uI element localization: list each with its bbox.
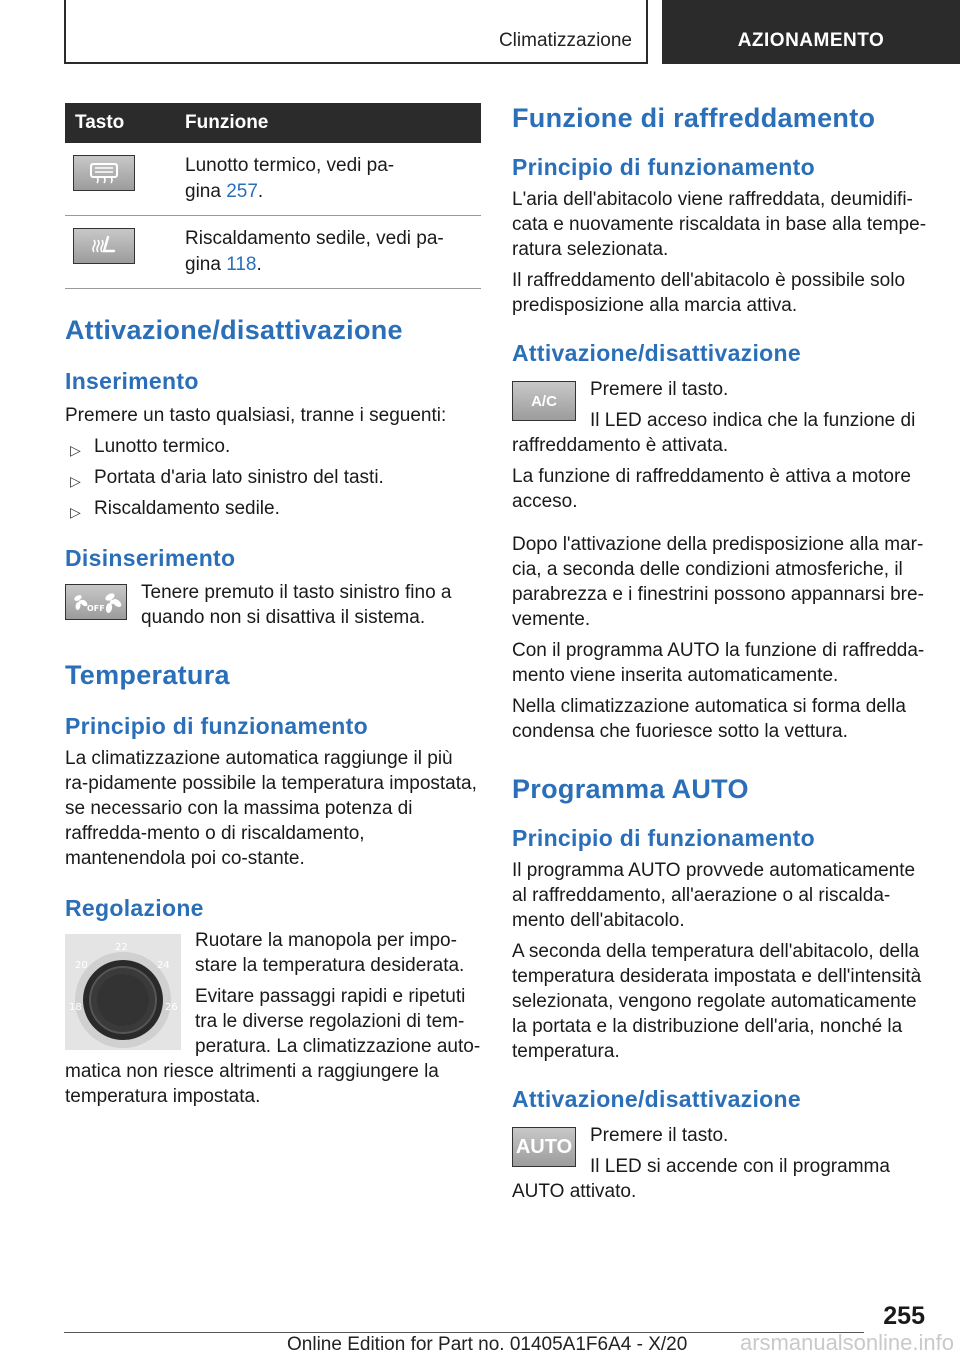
list-item-text: Portata d'aria lato sinistro del tasti. <box>94 467 384 488</box>
paragraph-disinserimento: Tenere premuto il tasto sinistro fino a quando non si disattiva il sistema. <box>141 582 452 628</box>
paragraph-principio-temp: La climatizzazione automatica raggiunge il più ra-pidamente possibile la temperatura impostata, se necessario con la massima potenza di raffredda-mento o di riscaldamento, mantenendola poi co-stante. <box>65 748 477 869</box>
heading-raffreddamento: Funzione di raffreddamento <box>512 103 876 133</box>
paragraph-ac-4: Dopo l'attivazione della predisposizione alla mar-cia, a seconda delle condizioni atmosferiche, il parabrezza e i finestrini possono appannarsi bre-vemente. <box>512 534 924 630</box>
seat-heating-icon <box>73 228 135 264</box>
paragraph-auto-1: Il programma AUTO provvede automaticamente al raffreddamento, all'aerazione o al riscalda-mento dell'abitacolo. <box>512 860 916 931</box>
paragraph-auto-4: Il LED si accende con il programma AUTO attivato. <box>512 1156 890 1202</box>
svg-text:OFF: OFF <box>87 604 105 613</box>
chapter-tab: AZIONAMENTO <box>662 0 960 64</box>
list-item <box>65 434 481 459</box>
fan-off-icon <box>65 584 127 620</box>
paragraph-raff-1: L'aria dell'abitacolo viene raffreddata, deumidifi-cata e nuovamente riscaldata in base alla tempe-ratura selezionata. <box>512 189 927 260</box>
paragraph-ac-1: Premere il tasto. <box>590 379 729 400</box>
list-item-text: Lunotto termico. <box>94 436 231 457</box>
triangle-bullet-icon: ▷ <box>70 473 81 489</box>
list-item <box>65 465 481 490</box>
table-row <box>65 143 481 216</box>
table-cell-text: gina <box>185 181 227 202</box>
table-cell-tail: . <box>256 254 262 275</box>
page-link[interactable]: 118 <box>226 254 257 275</box>
heading-activation: Attivazione/disattivazione <box>65 315 403 345</box>
heading-principio-temp: Principio di funzionamento <box>65 713 368 739</box>
right-column <box>512 103 928 1204</box>
heading-principio-raff: Principio di funzionamento <box>512 154 815 180</box>
paragraph-ac-3: La funzione di raffreddamento è attiva a motore acceso. <box>512 466 911 512</box>
heading-temperatura: Temperatura <box>65 660 230 690</box>
table-header-function: Funzione <box>185 112 269 133</box>
list-item-text: Riscaldamento sedile. <box>94 498 280 519</box>
heading-inserimento: Inserimento <box>65 368 199 394</box>
table-row <box>65 216 481 289</box>
watermark: arsmanualsonline.info <box>739 1330 954 1355</box>
table-header-key: Tasto <box>75 112 125 133</box>
paragraph-ac-6: Nella climatizzazione automatica si forma della condensa che fuoriesce sotto la vettura. <box>512 696 906 742</box>
paragraph-auto-3: Premere il tasto. <box>590 1125 729 1146</box>
knob-label: 18 <box>69 1002 82 1013</box>
footer-edition: Online Edition for Part no. 01405A1F6A4 - X/20 <box>287 1334 688 1355</box>
triangle-bullet-icon: ▷ <box>70 504 81 520</box>
list-item <box>65 496 481 521</box>
section-title: Climatizzazione <box>498 30 632 51</box>
table-cell-text: Riscaldamento sedile, vedi pa- <box>185 228 444 249</box>
heading-principio-auto: Principio di funzionamento <box>512 825 815 851</box>
function-table <box>65 103 481 289</box>
paragraph-ac-5: Con il programma AUTO la funzione di raffredda-mento viene inserita automaticamente. <box>512 640 925 686</box>
triangle-bullet-icon: ▷ <box>70 442 81 458</box>
paragraph-raff-2: Il raffreddamento dell'abitacolo è possibile solo predisposizione alla marcia attiva. <box>512 270 906 316</box>
paragraph-regolazione-1: Ruotare la manopola per impo-stare la temperatura desiderata. <box>195 930 465 976</box>
table-cell-text: gina <box>185 254 227 275</box>
knob-label: 26 <box>165 1002 178 1013</box>
knob-label: 20 <box>75 960 88 971</box>
table-cell-text: Lunotto termico, vedi pa- <box>185 155 395 176</box>
heading-regolazione: Regolazione <box>65 895 204 921</box>
page-link[interactable]: 257 <box>226 181 258 202</box>
bullet-list <box>65 434 481 521</box>
heading-attivazione-auto: Attivazione/disattivazione <box>512 1086 801 1112</box>
table-header <box>65 103 481 143</box>
heading-auto: Programma AUTO <box>512 774 749 804</box>
knob-label: 22 <box>115 942 128 953</box>
auto-button-icon: AUTO <box>512 1127 576 1167</box>
paragraph-auto-2: A seconda della temperatura dell'abitacolo, della temperatura desiderata impostata e dell'intensità selezionata, vengono regolate automaticamente la portata e la distribuzione dell'aria, nonché la temperatura. <box>512 941 922 1062</box>
paragraph-regolazione-2: Evitare passaggi rapidi e ripetuti tra le diverse regolazioni di tem-peratura. La climatizzazione auto-matica non riesce altrimenti a raggiungere la temperatura impostata. <box>65 986 481 1107</box>
ac-button-icon: A/C <box>512 381 576 421</box>
heading-attivazione-ac: Attivazione/disattivazione <box>512 340 801 366</box>
temperature-knob-image <box>65 934 181 1050</box>
page-number: 255 <box>883 1302 925 1330</box>
header-section-box <box>64 0 648 64</box>
rear-window-defrost-icon <box>73 155 135 191</box>
left-column <box>65 103 481 1109</box>
heading-disinserimento: Disinserimento <box>65 545 236 571</box>
table-cell-tail: . <box>257 181 264 202</box>
paragraph-ac-2: Il LED acceso indica che la funzione di raffreddamento è attivata. <box>512 410 916 456</box>
knob-label: 24 <box>157 960 170 971</box>
paragraph-inserimento: Premere un tasto qualsiasi, tranne i seguenti: <box>65 405 447 426</box>
